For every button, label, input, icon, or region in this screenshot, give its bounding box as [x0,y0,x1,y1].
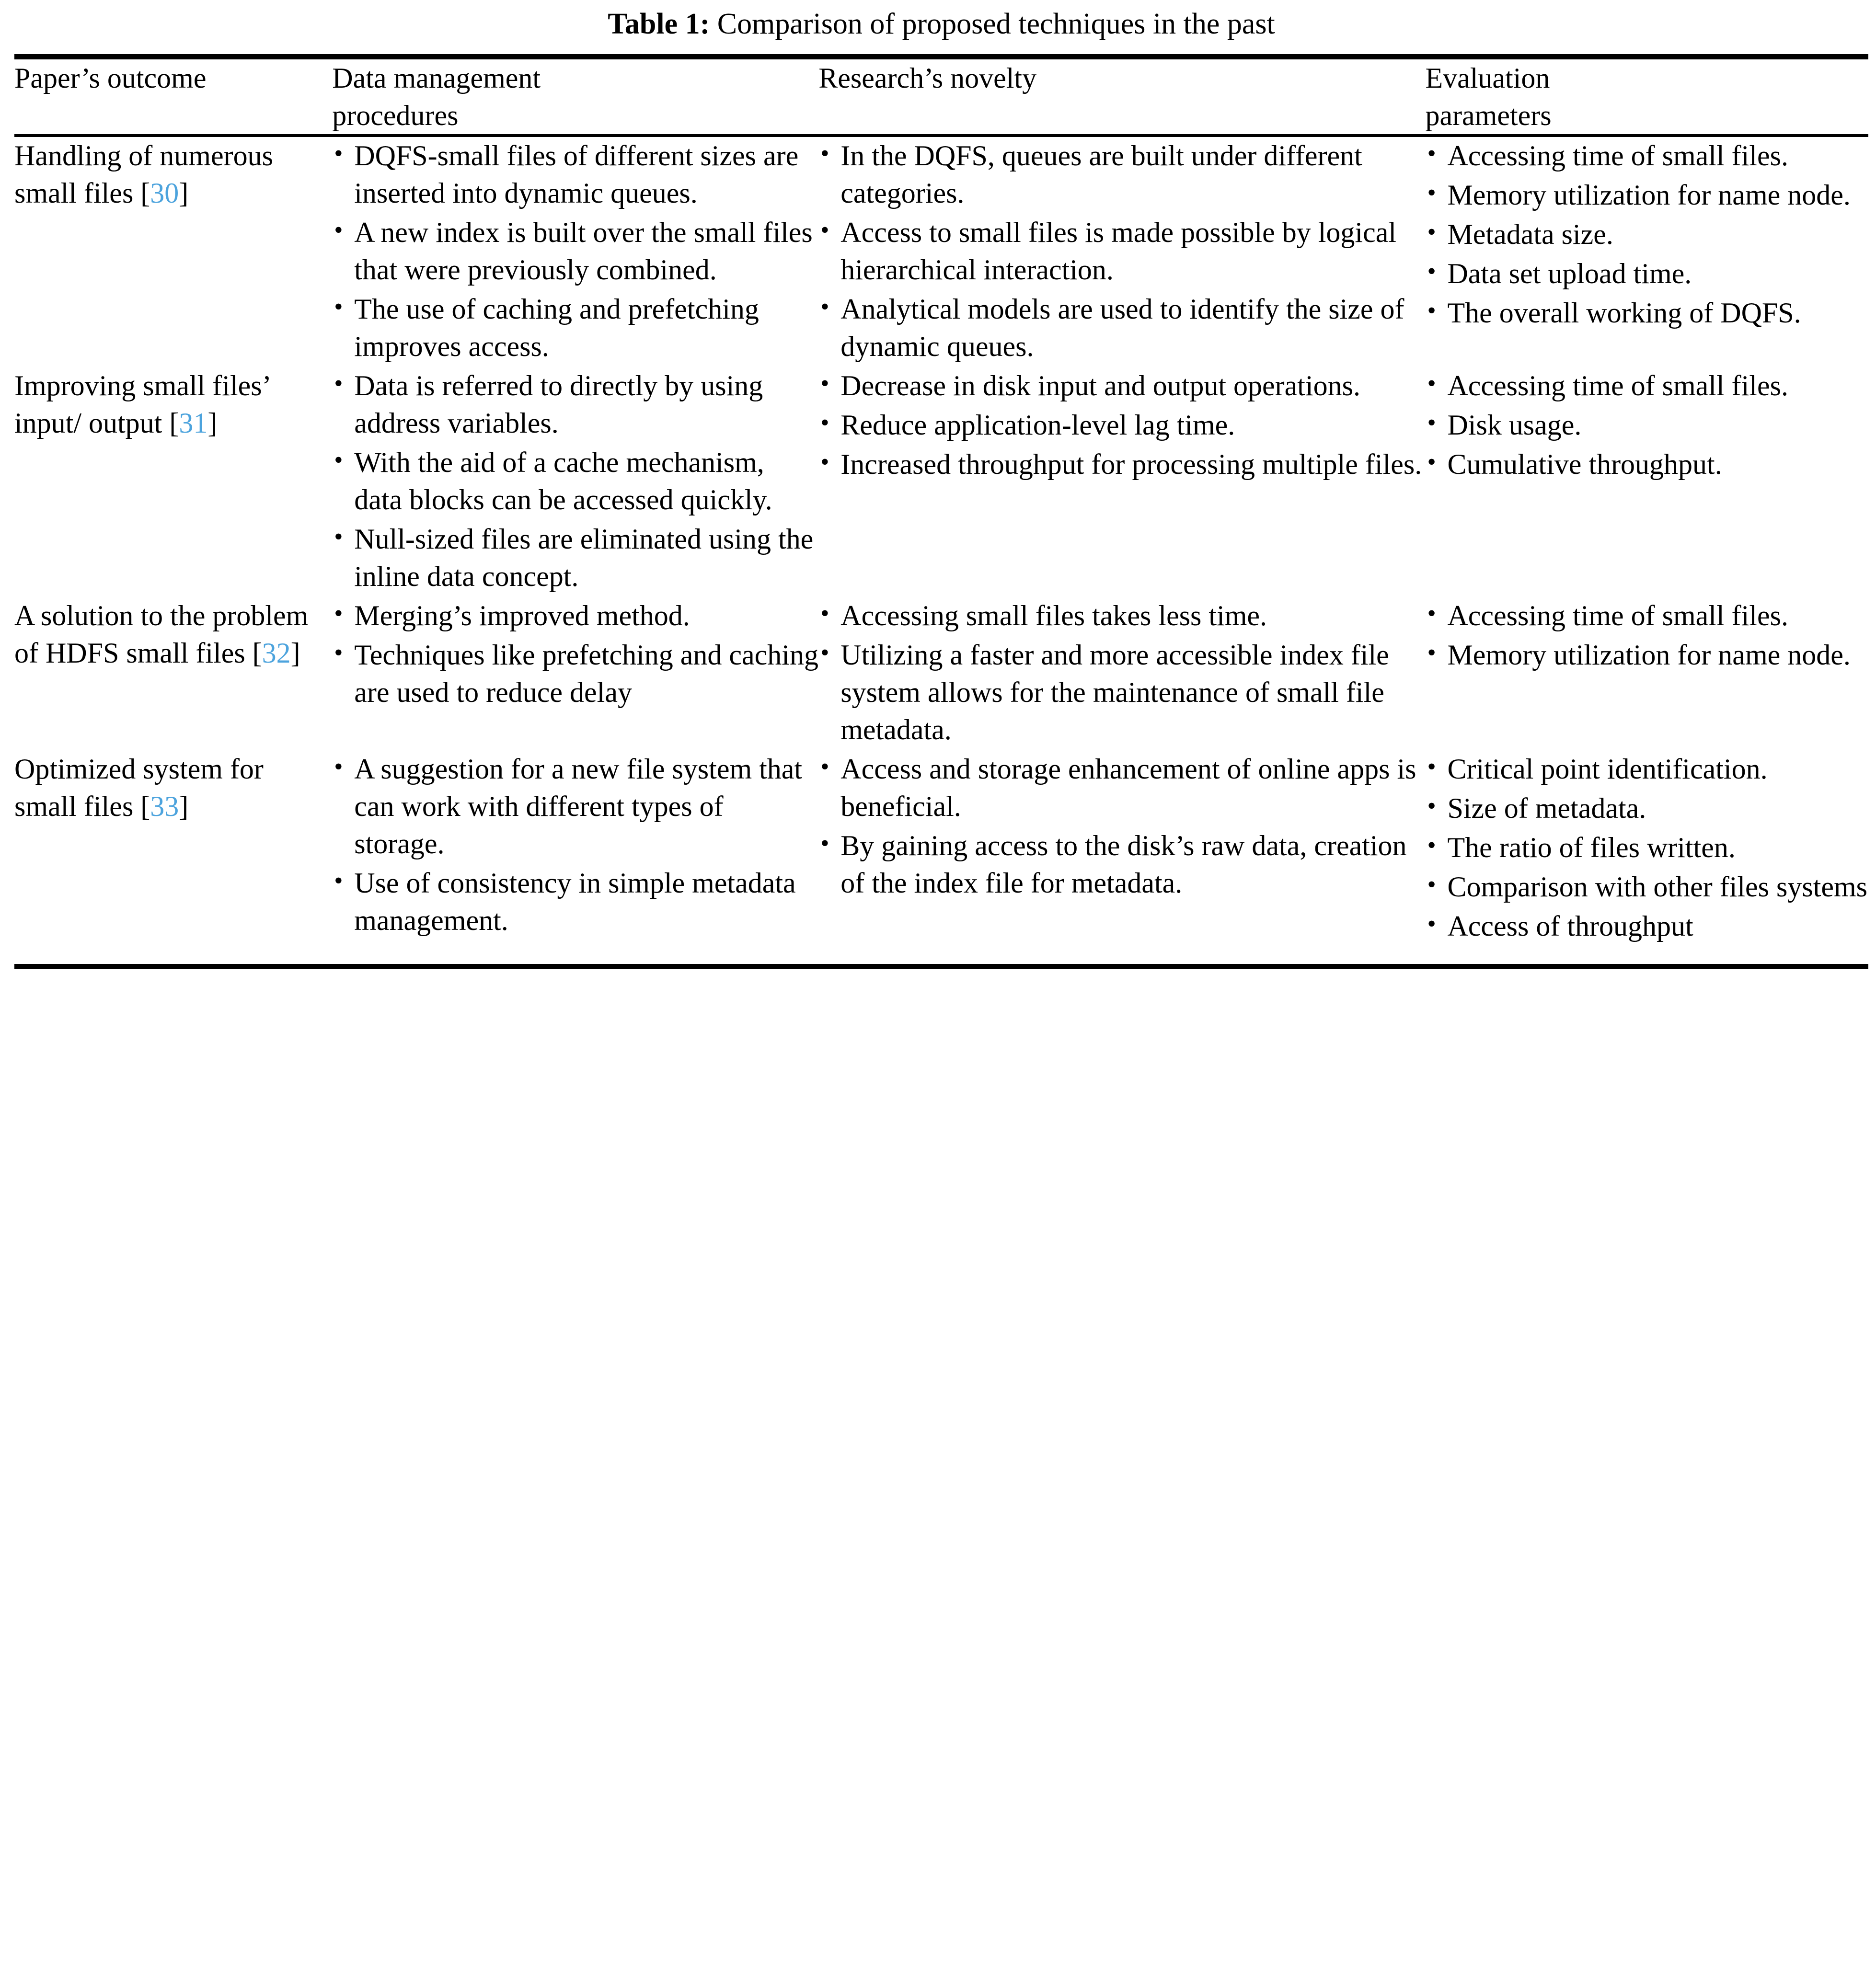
bullet-list [818,750,1425,902]
bullet-item: • Size of metadata. [1425,790,1868,827]
cell-research-novelty [818,597,1425,750]
table-row [14,367,1868,597]
bullet-list [332,597,818,711]
bullet-item: • Critical point identification. [1425,750,1868,788]
bullet-item: • Data is referred to directly by using address variables. [332,367,818,442]
bullet-list [1425,137,1868,332]
bullet-list [818,367,1425,483]
bullet-list [332,137,818,365]
bullet-item: • Metadata size. [1425,216,1868,253]
cell-data-management-procedures [332,750,818,947]
cell-evaluation-parameters [1425,367,1868,597]
bullet-list [332,367,818,595]
cell-paper-outcome [14,597,332,750]
citation-bracket-open: [ [140,791,150,823]
column-header-paper-outcome [14,59,332,134]
bullet-list [1425,750,1868,945]
paper-outcome-text: Improving small files’ input/ output [14,370,270,439]
bullet-item: • Memory utilization for name node. [1425,636,1868,674]
bullet-item: • Accessing time of small files. [1425,367,1868,404]
bullet-item: • Reduce application-level lag time. [818,406,1425,444]
table-row [14,597,1868,750]
cell-paper-outcome [14,137,332,367]
table-bottom-spacer [14,947,1868,964]
bullet-item: • Decrease in disk input and output operations. [818,367,1425,404]
column-header-data-management-procedures [332,59,818,134]
cell-data-management-procedures [332,137,818,367]
bullet-item: • A suggestion for a new file system that can work with different types of storage. [332,750,818,862]
table-figure [0,0,1876,969]
bullet-item: • Access and storage enhancement of online apps is beneficial. [818,750,1425,825]
table-bottom-rule [14,964,1868,969]
cell-paper-outcome [14,750,332,947]
bullet-item: • With the aid of a cache mechanism, data blocks can be accessed quickly. [332,444,818,518]
cell-evaluation-parameters [1425,137,1868,367]
citation-bracket-open: [ [169,407,179,439]
bullet-item: • Merging’s improved method. [332,597,818,634]
citation-bracket-close: ] [179,177,189,209]
citation-link[interactable]: 30 [150,177,179,209]
bullet-item: • Data set upload time. [1425,255,1868,292]
cell-research-novelty [818,367,1425,597]
bullet-list [1425,597,1868,674]
comparison-table [14,59,1868,134]
bullet-item: • Accessing time of small files. [1425,137,1868,174]
column-header-line-2: procedures [332,100,459,132]
cell-evaluation-parameters [1425,750,1868,947]
column-header-line-2: parameters [1425,100,1552,132]
bullet-list [332,750,818,939]
bullet-item: • The overall working of DQFS. [1425,294,1868,332]
citation-bracket-close: ] [207,407,218,439]
bullet-item: • The use of caching and prefetching improves access. [332,290,818,365]
bullet-item: • Cumulative throughput. [1425,446,1868,483]
column-header-line-1: Data management [332,62,541,94]
paper-outcome-text: Optimized system for small files [14,753,264,823]
paper-outcome-text: Handling of numerous small files [14,140,273,209]
column-header-line-1: Paper’s outcome [14,62,207,94]
bullet-item: • Null-sized files are eliminated using the inline data concept. [332,520,818,595]
table-top-rule [14,54,1868,59]
bullet-item: • Disk usage. [1425,406,1868,444]
cell-evaluation-parameters [1425,597,1868,750]
cell-research-novelty [818,750,1425,947]
bullet-list [1425,367,1868,483]
bullet-item: • Accessing time of small files. [1425,597,1868,634]
citation-bracket-close: ] [290,637,300,669]
bullet-item: • DQFS-small files of different sizes are inserted into dynamic queues. [332,137,818,212]
bullet-item: • Techniques like prefetching and caching are used to reduce delay [332,636,818,711]
citation-link[interactable]: 31 [179,407,208,439]
bullet-item: • Comparison with other files systems [1425,868,1868,905]
bullet-list [818,137,1425,365]
table-caption [14,0,1868,54]
column-header-line-1: Research’s novelty [818,62,1037,94]
bullet-item: • Utilizing a faster and more accessible index file system allows for the maintenance of small file metadata. [818,636,1425,748]
citation-link[interactable]: 33 [150,791,179,823]
bullet-item: • Accessing small files takes less time. [818,597,1425,634]
paper-outcome-text: A solution to the problem of HDFS small files [14,600,309,669]
citation-link[interactable]: 32 [262,637,291,669]
bullet-item: • By gaining access to the disk’s raw data, creation of the index file for metadata. [818,827,1425,902]
bullet-item: • The ratio of files written. [1425,829,1868,866]
column-header-line-1: Evaluation [1425,62,1550,94]
bullet-item: • Analytical models are used to identify the size of dynamic queues. [818,290,1425,365]
bullet-item: • Access to small files is made possible by logical hierarchical interaction. [818,214,1425,288]
table-row [14,137,1868,367]
cell-data-management-procedures [332,367,818,597]
bullet-item: • In the DQFS, queues are built under different categories. [818,137,1425,212]
citation-bracket-open: [ [140,177,150,209]
table-body [14,137,1868,947]
bullet-item: • Increased throughput for processing multiple files. [818,446,1425,483]
cell-paper-outcome [14,367,332,597]
comparison-table-body [14,137,1868,947]
bullet-list [818,597,1425,748]
table-header-row [14,59,1868,134]
bullet-item: • A new index is built over the small files that were previously combined. [332,214,818,288]
column-header-research-novelty [818,59,1425,134]
column-header-evaluation-parameters [1425,59,1868,134]
cell-data-management-procedures [332,597,818,750]
table-caption-text: Comparison of proposed techniques in the past [717,8,1275,40]
bullet-item: • Access of throughput [1425,907,1868,945]
bullet-item: • Memory utilization for name node. [1425,176,1868,214]
table-row [14,750,1868,947]
cell-research-novelty [818,137,1425,367]
citation-bracket-open: [ [252,637,262,669]
table-caption-label: Table 1: [608,8,710,40]
bullet-item: • Use of consistency in simple metadata management. [332,864,818,939]
citation-bracket-close: ] [179,791,189,823]
